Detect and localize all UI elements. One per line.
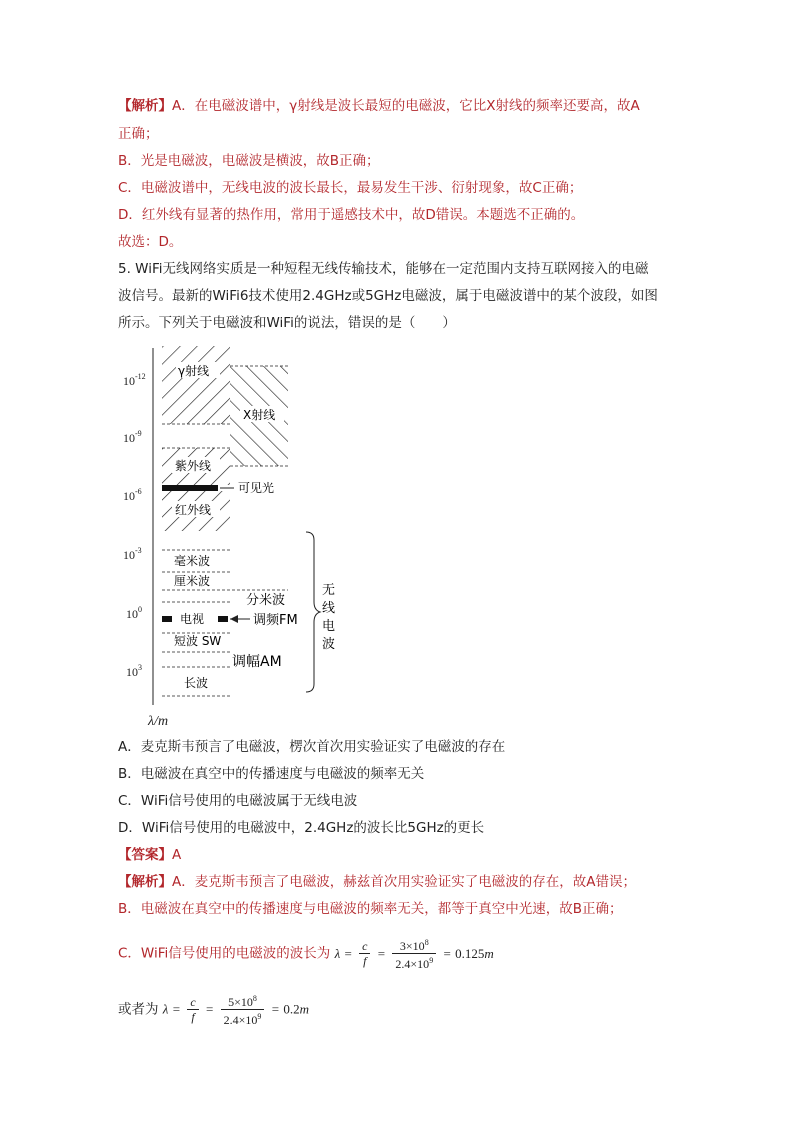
radio-wave-label [322,583,335,652]
explanation-label: 【解析】 [118,98,172,114]
xray-label: X射线 [243,408,276,422]
q5-explanation-c-alt: 或者为 λ = $\frac{c}{f}$ = $\frac{5\times 10^8}{2.4\times 10^9}$ = 0.2m [118,994,309,1027]
mm-wave-label: 毫米波 [174,554,211,568]
q5-explanation-c: C．WiFi信号使用的电磁波的波长为 λ = $\frac{c}{f}$ = $\frac{3\times 10^8}{2.4\times 10^9}$ = 0.125m [118,938,494,971]
explanation-line-1 [118,96,640,116]
gamma-band [162,346,230,424]
tick-label-2: $10^{-9}$ [123,429,142,445]
explanation-text-a: A．在电磁波谱中，γ射线是波长最短的电磁波，它比X射线的频率还要高，故A [172,98,640,114]
explanation-line-1b: 正确； [118,126,159,142]
question-5-line-2: 波信号。最新的WiFi6技术使用2.4GHz或5GHz电磁波，属于电磁波谱中的某个波段，如图 [118,288,658,304]
answer-label: 【答案】 [118,847,172,863]
tv-label: 电视 [180,612,205,626]
svg-text:线: 线 [322,601,336,616]
explanation-conclusion: 故选：D。 [118,234,183,250]
tick-label-1: $10^{-12}$ [123,372,146,388]
q5-explanation-b: B．电磁波在真空中的传播速度与电磁波的频率无关，都等于真空中光速，故B正确； [118,901,623,917]
tick-label-6: $10^3$ [126,663,142,679]
question-5-line-3: 所示。下列关于电磁波和WiFi的说法，错误的是（ ） [118,315,456,331]
answer-value: A [172,847,182,863]
tick-label-4: $10^{-3}$ [123,546,142,562]
option-a: A．麦克斯韦预言了电磁波，楞次首次用实验证实了电磁波的存在 [118,739,506,755]
option-c: C．WiFi信号使用的电磁波属于无线电波 [118,793,358,809]
option-d: D．WiFi信号使用的电磁波中，2.4GHz的波长比5GHz的更长 [118,820,485,836]
svg-text:无: 无 [322,583,336,598]
visible-label: 可见光 [238,481,275,495]
dm-wave-label: 分米波 [246,593,286,608]
tick-label-3: $10^{-6}$ [123,487,142,503]
question-5-line-1: 5. WiFi无线网络实质是一种短程无线传输技术，能够在一定范围内支持互联网接入的电磁 [118,261,649,277]
answer-line [118,845,181,865]
cm-wave-label: 厘米波 [174,574,211,588]
explanation-line-b: B．光是电磁波，电磁波是横波，故B正确； [118,153,380,169]
explanation-line-d: D．红外线有显著的热作用，常用于遥感技术中，故D错误。本题选不正确的。 [118,207,585,223]
svg-text:波: 波 [322,637,336,652]
svg-text:电: 电 [322,619,336,634]
em-spectrum-diagram [118,340,378,732]
radio-brace [306,532,320,692]
am-label: 调幅AM [232,654,282,670]
sw-label: 短波 SW [174,634,222,648]
ir-label: 红外线 [175,503,212,517]
q5-explanation-a: 【解析】A．麦克斯韦预言了电磁波，赫兹首次用实验证实了电磁波的存在，故A错误； [118,874,636,890]
uv-label: 紫外线 [175,459,212,473]
fm-label: 调频FM [253,613,298,628]
explanation-line-c: C．电磁波谱中，无线电波的波长最长，最易发生干涉、衍射现象，故C正确； [118,180,583,196]
tick-label-5: $10^0$ [126,605,142,621]
option-b: B．电磁波在真空中的传播速度与电磁波的频率无关 [118,766,425,782]
visible-band [162,485,218,491]
gamma-label: γ射线 [178,364,210,378]
axis-label: λ/m [148,714,169,729]
lw-label: 长波 [184,676,209,690]
